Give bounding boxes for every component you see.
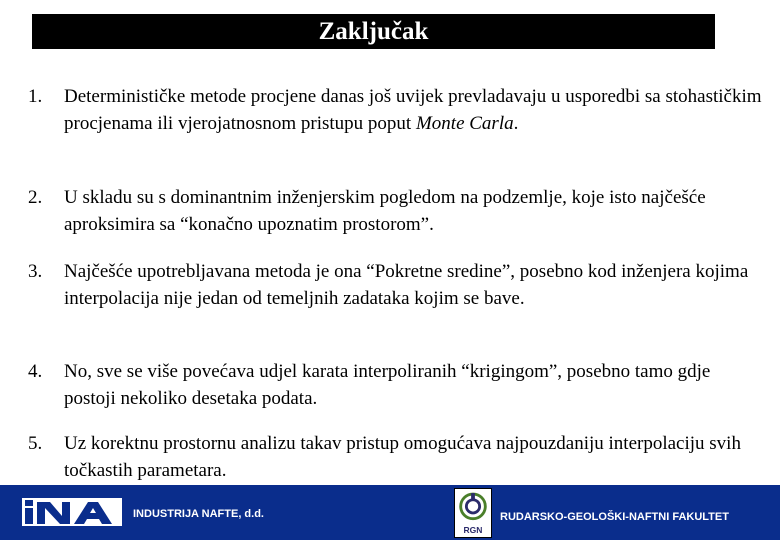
faculty-name: RUDARSKO-GEOLOŠKI-NAFTNI FAKULTET <box>500 511 729 523</box>
item-number: 2. <box>28 187 43 208</box>
company-name: INDUSTRIJA NAFTE, d.d. <box>133 508 264 520</box>
item-text: Uz korektnu prostornu analizu takav pristup omogućava najpouzdaniju interpolaciju svih točkastih parametara. <box>64 433 741 481</box>
item-number: 3. <box>28 261 43 282</box>
rgn-logo-icon <box>454 488 492 538</box>
item-number: 1. <box>28 86 43 107</box>
slide-title: Zaključak <box>32 14 715 49</box>
item-number: 4. <box>28 361 43 382</box>
item-text: Determinističke metode procjene danas još uvijek prevladavaju u usporedbi sa stohastičkim procjenama ili vjerojatnosnom pristupu poput Monte Carla. <box>64 86 762 134</box>
italic-term: Monte Carla <box>415 113 514 134</box>
svg-text:RGN: RGN <box>463 524 483 535</box>
item-text: Najčešće upotrebljavana metoda je ona “Pokretne sredine”, posebno kod inženjera kojima interpolacija nije jedan od temeljnih zadataka kojim se bave. <box>64 261 749 309</box>
ina-logo-icon <box>22 498 122 526</box>
item-text: U skladu su s dominantnim inženjerskim pogledom na podzemlje, koje isto najčešće aproksimira sa “konačno upoznatim prostorom”. <box>64 187 706 235</box>
item-number: 5. <box>28 433 43 454</box>
footer-bar <box>0 485 780 540</box>
item-text: No, sve se više povećava udjel karata interpoliranih “krigingom”, posebno tamo gdje postoji nekoliko desetaka podata. <box>64 361 711 409</box>
